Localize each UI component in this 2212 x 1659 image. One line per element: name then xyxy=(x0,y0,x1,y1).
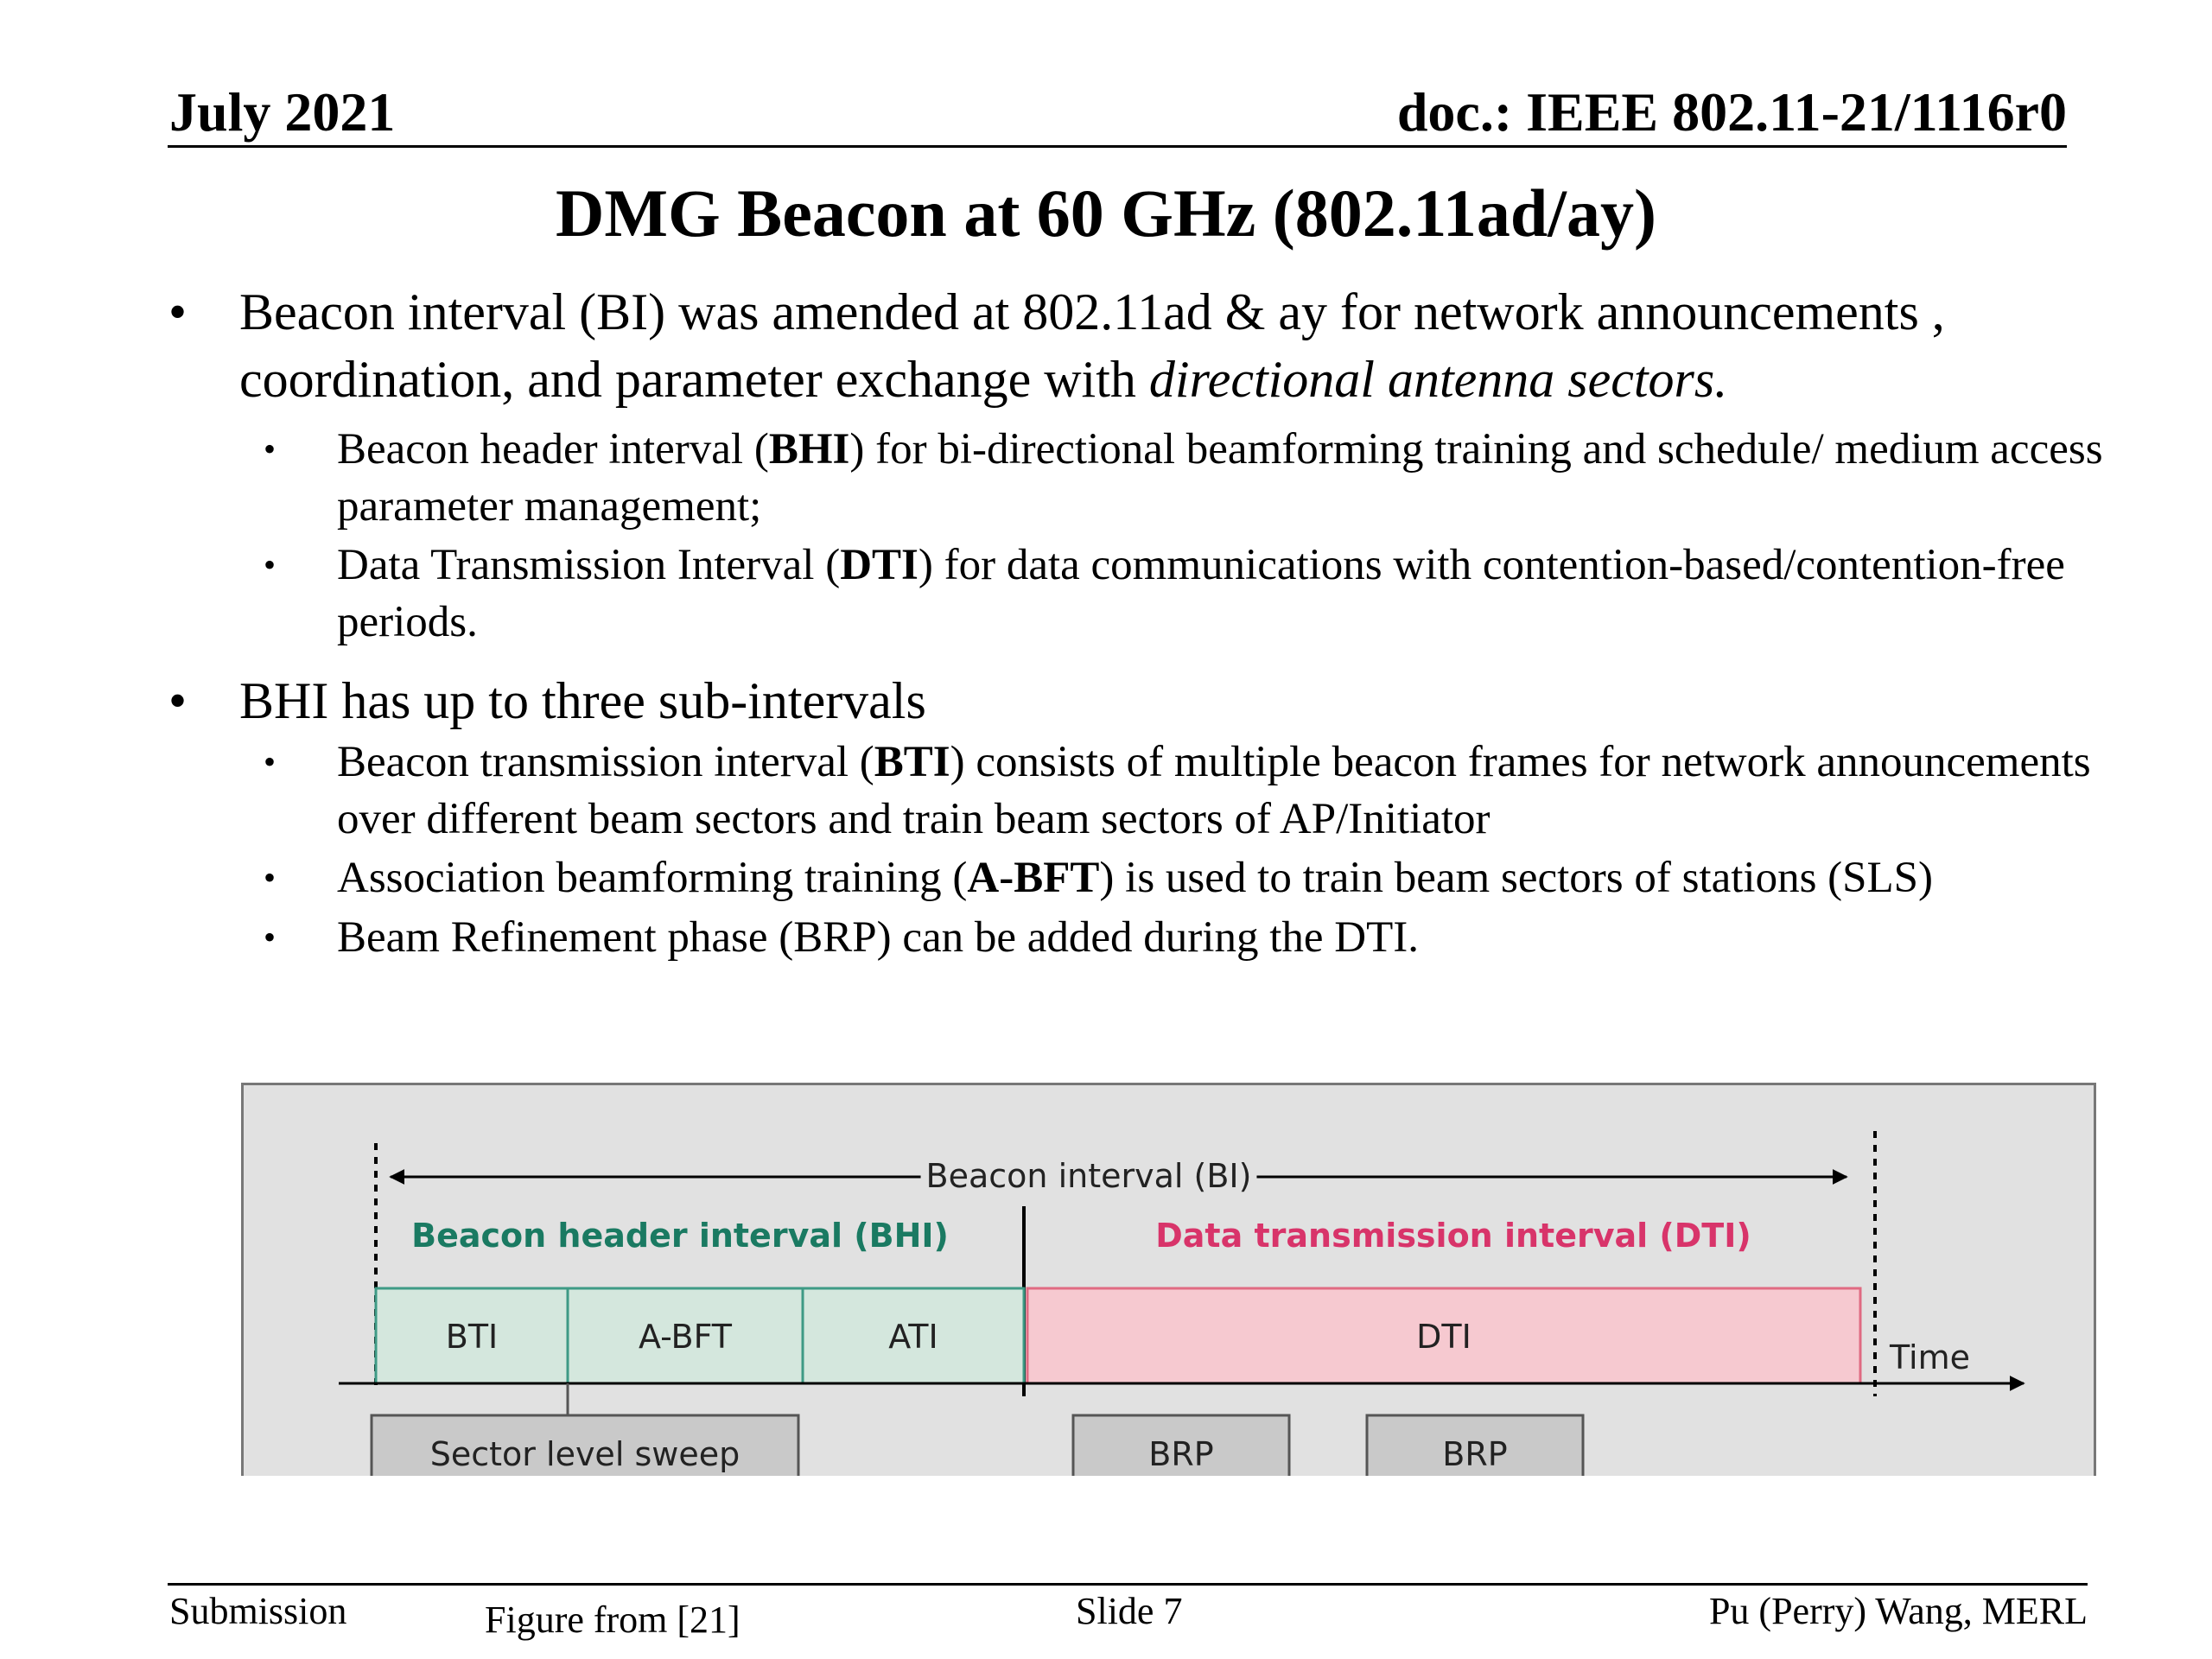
bullet-marker: • xyxy=(264,918,276,957)
time-label: Time xyxy=(1890,1338,1970,1376)
bullet-bhi-subintervals xyxy=(168,667,2104,734)
sub-bullet-dti xyxy=(264,537,2117,651)
header-rule xyxy=(168,145,2067,148)
header-doc-id: doc.: IEEE 802.11-21/1116r0 xyxy=(1396,81,2067,143)
bullet-text: Beacon interval (BI) was amended at 802.11ad & ay for network announcements , coordination, and parameter exchange with directional antenna sectors. xyxy=(239,283,1945,408)
bti-label: BTI xyxy=(445,1318,499,1356)
sub-bullet-a-bft xyxy=(264,849,2117,906)
beacon-interval-diagram xyxy=(244,1085,2096,1476)
footer-author: Pu (Perry) Wang, MERL xyxy=(1708,1590,2088,1632)
figure-credit: Figure from [21] xyxy=(485,1599,741,1641)
brp-label-1: BRP xyxy=(1148,1435,1214,1473)
bullet-marker: • xyxy=(168,672,188,729)
sub-bullet-bti xyxy=(264,734,2117,848)
footer-rule xyxy=(168,1583,2088,1586)
bullet-marker: • xyxy=(264,858,276,897)
sector-level-sweep-label: Sector level sweep xyxy=(429,1435,741,1473)
dti-label: Data transmission interval (DTI) xyxy=(1155,1217,1751,1255)
dti-block-label: DTI xyxy=(1416,1318,1471,1356)
brp-label-2: BRP xyxy=(1442,1435,1508,1473)
slide-title: DMG Beacon at 60 GHz (802.11ad/ay) xyxy=(556,175,1656,251)
slide-number: Slide 7 xyxy=(1076,1590,1183,1632)
bullet-marker: • xyxy=(264,742,276,781)
beacon-interval-figure xyxy=(241,1083,2096,1476)
sub-bullet-bhi xyxy=(264,421,2117,535)
bullet-marker: • xyxy=(168,283,188,340)
bullet-text: Beacon header interval (BHI) for bi-directional beamforming training and schedule/ medium access parameter management; xyxy=(337,425,2103,531)
bullet-beacon-interval xyxy=(168,278,2104,413)
a-bft-label: A-BFT xyxy=(639,1318,732,1356)
header-date: July 2021 xyxy=(169,81,396,143)
sub-bullet-brp xyxy=(264,909,2117,966)
bhi-label: Beacon header interval (BHI) xyxy=(411,1217,949,1255)
bullet-text: Beam Refinement phase (BRP) can be added during the DTI. xyxy=(337,913,1419,962)
bullet-text: Data Transmission Interval (DTI) for data communications with contention-based/contention-free periods. xyxy=(337,541,2065,646)
bi-label: Beacon interval (BI) xyxy=(925,1157,1252,1195)
bullet-marker: • xyxy=(264,429,276,468)
bullet-text: Association beamforming training (A-BFT) is used to train beam sectors of stations (SLS) xyxy=(337,854,1934,902)
bullet-marker: • xyxy=(264,545,276,584)
ati-label: ATI xyxy=(888,1318,938,1356)
bullet-text: BHI has up to three sub-intervals xyxy=(239,672,926,729)
footer-submission: Submission xyxy=(169,1590,347,1632)
bullet-text: Beacon transmission interval (BTI) consists of multiple beacon frames for network announcements over different beam sectors and train beam sectors of AP/Initiator xyxy=(337,738,2091,843)
